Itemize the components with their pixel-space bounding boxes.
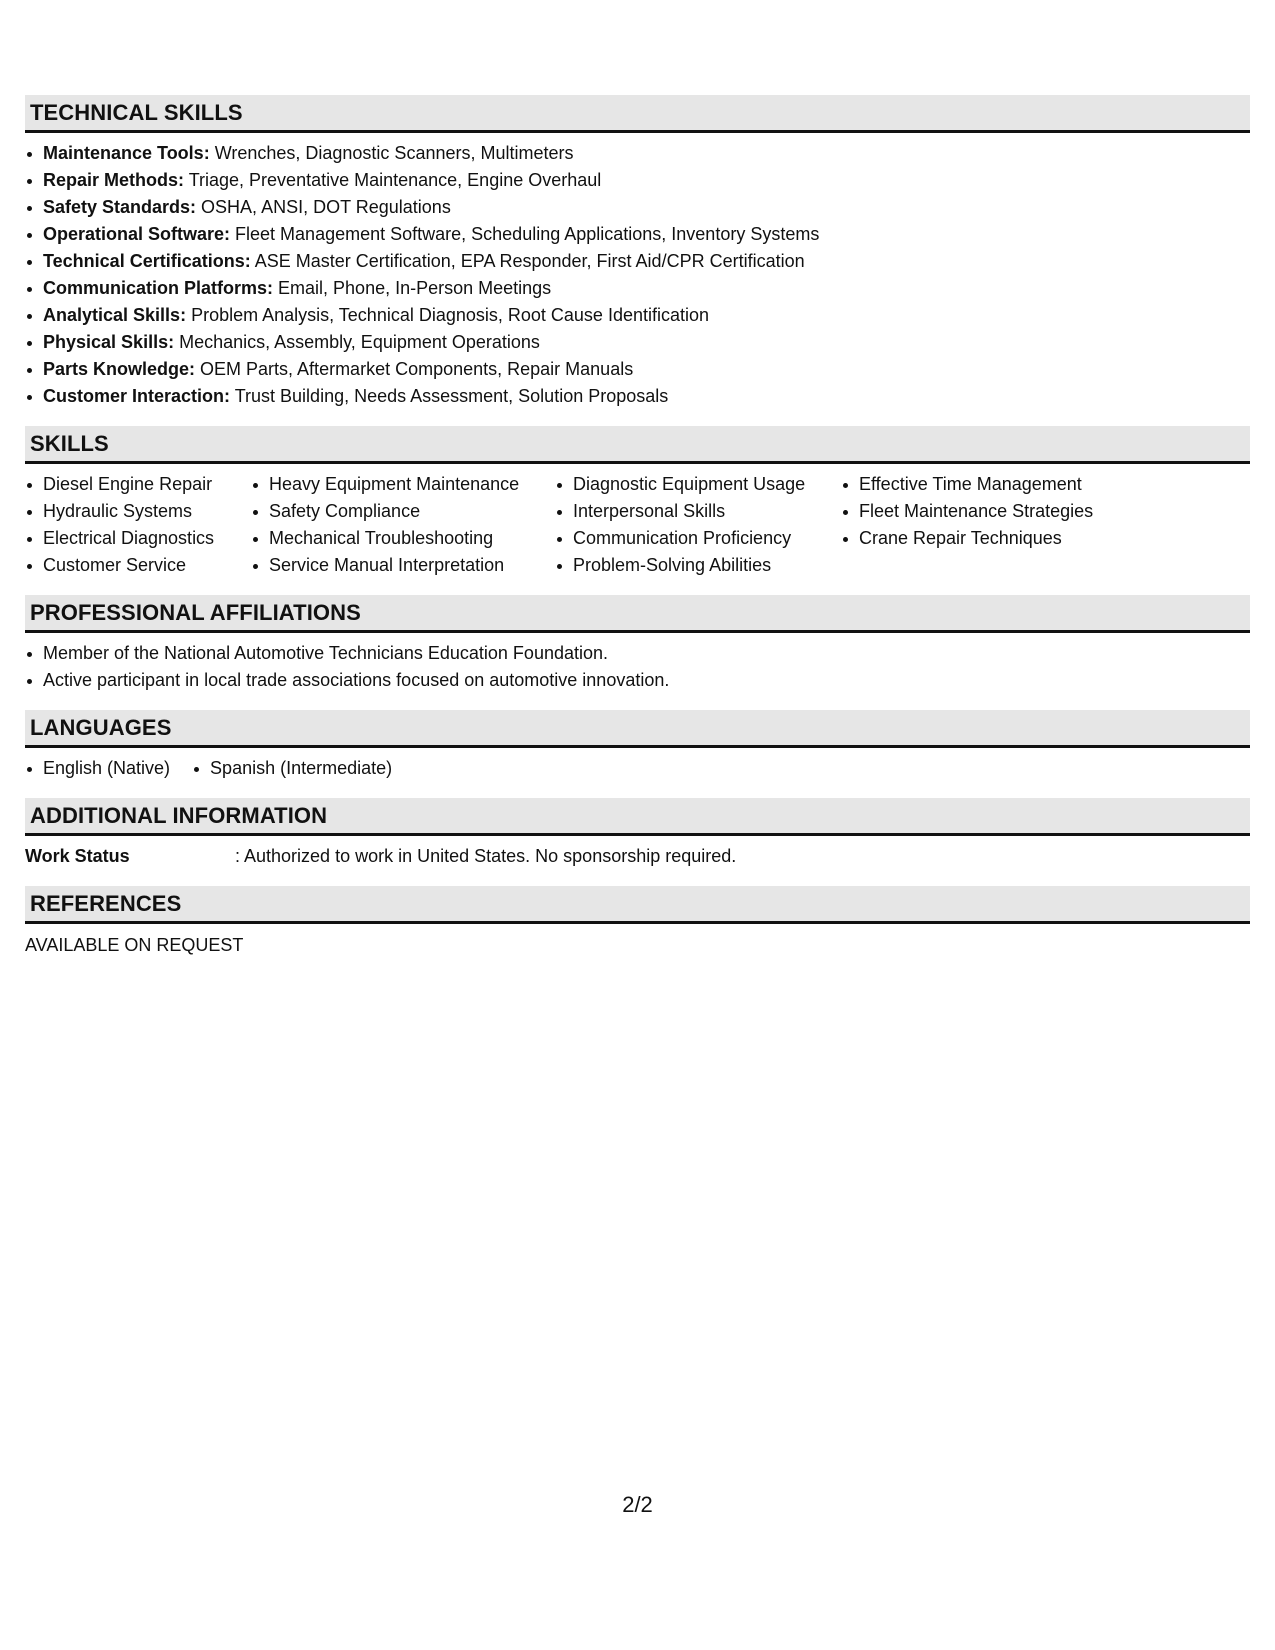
list-item: Interpersonal Skills (555, 498, 817, 525)
languages-section (25, 710, 1250, 782)
section-heading: REFERENCES (25, 886, 1250, 924)
list-item (25, 248, 1250, 275)
skill-category-label: Technical Certifications: (43, 251, 251, 271)
references-section (25, 886, 1250, 959)
skill-category-value: OEM Parts, Aftermarket Components, Repair Manuals (195, 359, 634, 379)
skills-column (251, 471, 531, 579)
skill-category-label: Repair Methods: (43, 170, 185, 190)
list-item: English (Native) (25, 755, 170, 782)
languages-list (25, 755, 1250, 782)
skill-category-value: Trust Building, Needs Assessment, Solution Proposals (230, 386, 669, 406)
section-heading: PROFESSIONAL AFFILIATIONS (25, 595, 1250, 633)
list-item (25, 356, 1250, 383)
list-item: Spanish (Intermediate) (192, 755, 392, 782)
technical-skills-list (25, 140, 1250, 410)
section-heading: LANGUAGES (25, 710, 1250, 748)
section-heading: SKILLS (25, 426, 1250, 464)
list-item (25, 221, 1250, 248)
affiliations-list (25, 640, 1250, 694)
skill-category-value: Triage, Preventative Maintenance, Engine Overhaul (184, 170, 602, 190)
affiliations-section (25, 595, 1250, 694)
list-item (25, 329, 1250, 356)
list-item: Problem-Solving Abilities (555, 552, 817, 579)
list-item (25, 302, 1250, 329)
section-heading: TECHNICAL SKILLS (25, 95, 1250, 133)
skill-category-label: Maintenance Tools: (43, 143, 210, 163)
technical-skills-section (25, 95, 1250, 410)
skill-category-value: OSHA, ANSI, DOT Regulations (196, 197, 451, 217)
list-item: Electrical Diagnostics (25, 525, 227, 552)
additional-information-section (25, 798, 1250, 870)
work-status-row (25, 843, 1250, 870)
skills-column (25, 471, 227, 579)
list-item: Safety Compliance (251, 498, 531, 525)
list-item (25, 140, 1250, 167)
skill-category-label: Operational Software: (43, 224, 231, 244)
list-item: Diesel Engine Repair (25, 471, 227, 498)
work-status-label: Work Status (25, 846, 130, 866)
skills-section (25, 426, 1250, 579)
skill-category-value: Wrenches, Diagnostic Scanners, Multimeters (209, 143, 574, 163)
list-item (25, 383, 1250, 410)
work-status-value: : Authorized to work in United States. No sponsorship required. (235, 846, 737, 866)
resume-page (25, 95, 1250, 975)
list-item (25, 167, 1250, 194)
list-item: Fleet Maintenance Strategies (841, 498, 1093, 525)
list-item: Communication Proficiency (555, 525, 817, 552)
list-item (25, 194, 1250, 221)
references-text: AVAILABLE ON REQUEST (25, 935, 244, 955)
skill-category-value: Mechanics, Assembly, Equipment Operations (174, 332, 540, 352)
skill-category-label: Physical Skills: (43, 332, 175, 352)
list-item: Member of the National Automotive Technicians Education Foundation. (25, 640, 1250, 667)
skill-category-value: Email, Phone, In-Person Meetings (273, 278, 552, 298)
list-item: Diagnostic Equipment Usage (555, 471, 817, 498)
skill-category-label: Safety Standards: (43, 197, 197, 217)
list-item: Mechanical Troubleshooting (251, 525, 531, 552)
skill-category-label: Customer Interaction: (43, 386, 231, 406)
skill-category-value: Problem Analysis, Technical Diagnosis, Root Cause Identification (186, 305, 710, 325)
section-heading: ADDITIONAL INFORMATION (25, 798, 1250, 836)
list-item: Crane Repair Techniques (841, 525, 1093, 552)
skill-category-label: Analytical Skills: (43, 305, 187, 325)
skill-category-value: ASE Master Certification, EPA Responder, First Aid/CPR Certification (250, 251, 805, 271)
skills-column (555, 471, 817, 579)
page-number: 2/2 (622, 1492, 653, 1517)
skills-column (841, 471, 1093, 579)
skills-grid (25, 471, 1250, 579)
skill-category-label: Communication Platforms: (43, 278, 274, 298)
list-item (25, 275, 1250, 302)
list-item: Service Manual Interpretation (251, 552, 531, 579)
list-item: Effective Time Management (841, 471, 1093, 498)
list-item: Customer Service (25, 552, 227, 579)
list-item: Active participant in local trade associations focused on automotive innovation. (25, 667, 1250, 694)
skill-category-value: Fleet Management Software, Scheduling Applications, Inventory Systems (230, 224, 820, 244)
skill-category-label: Parts Knowledge: (43, 359, 196, 379)
list-item: Hydraulic Systems (25, 498, 227, 525)
list-item: Heavy Equipment Maintenance (251, 471, 531, 498)
